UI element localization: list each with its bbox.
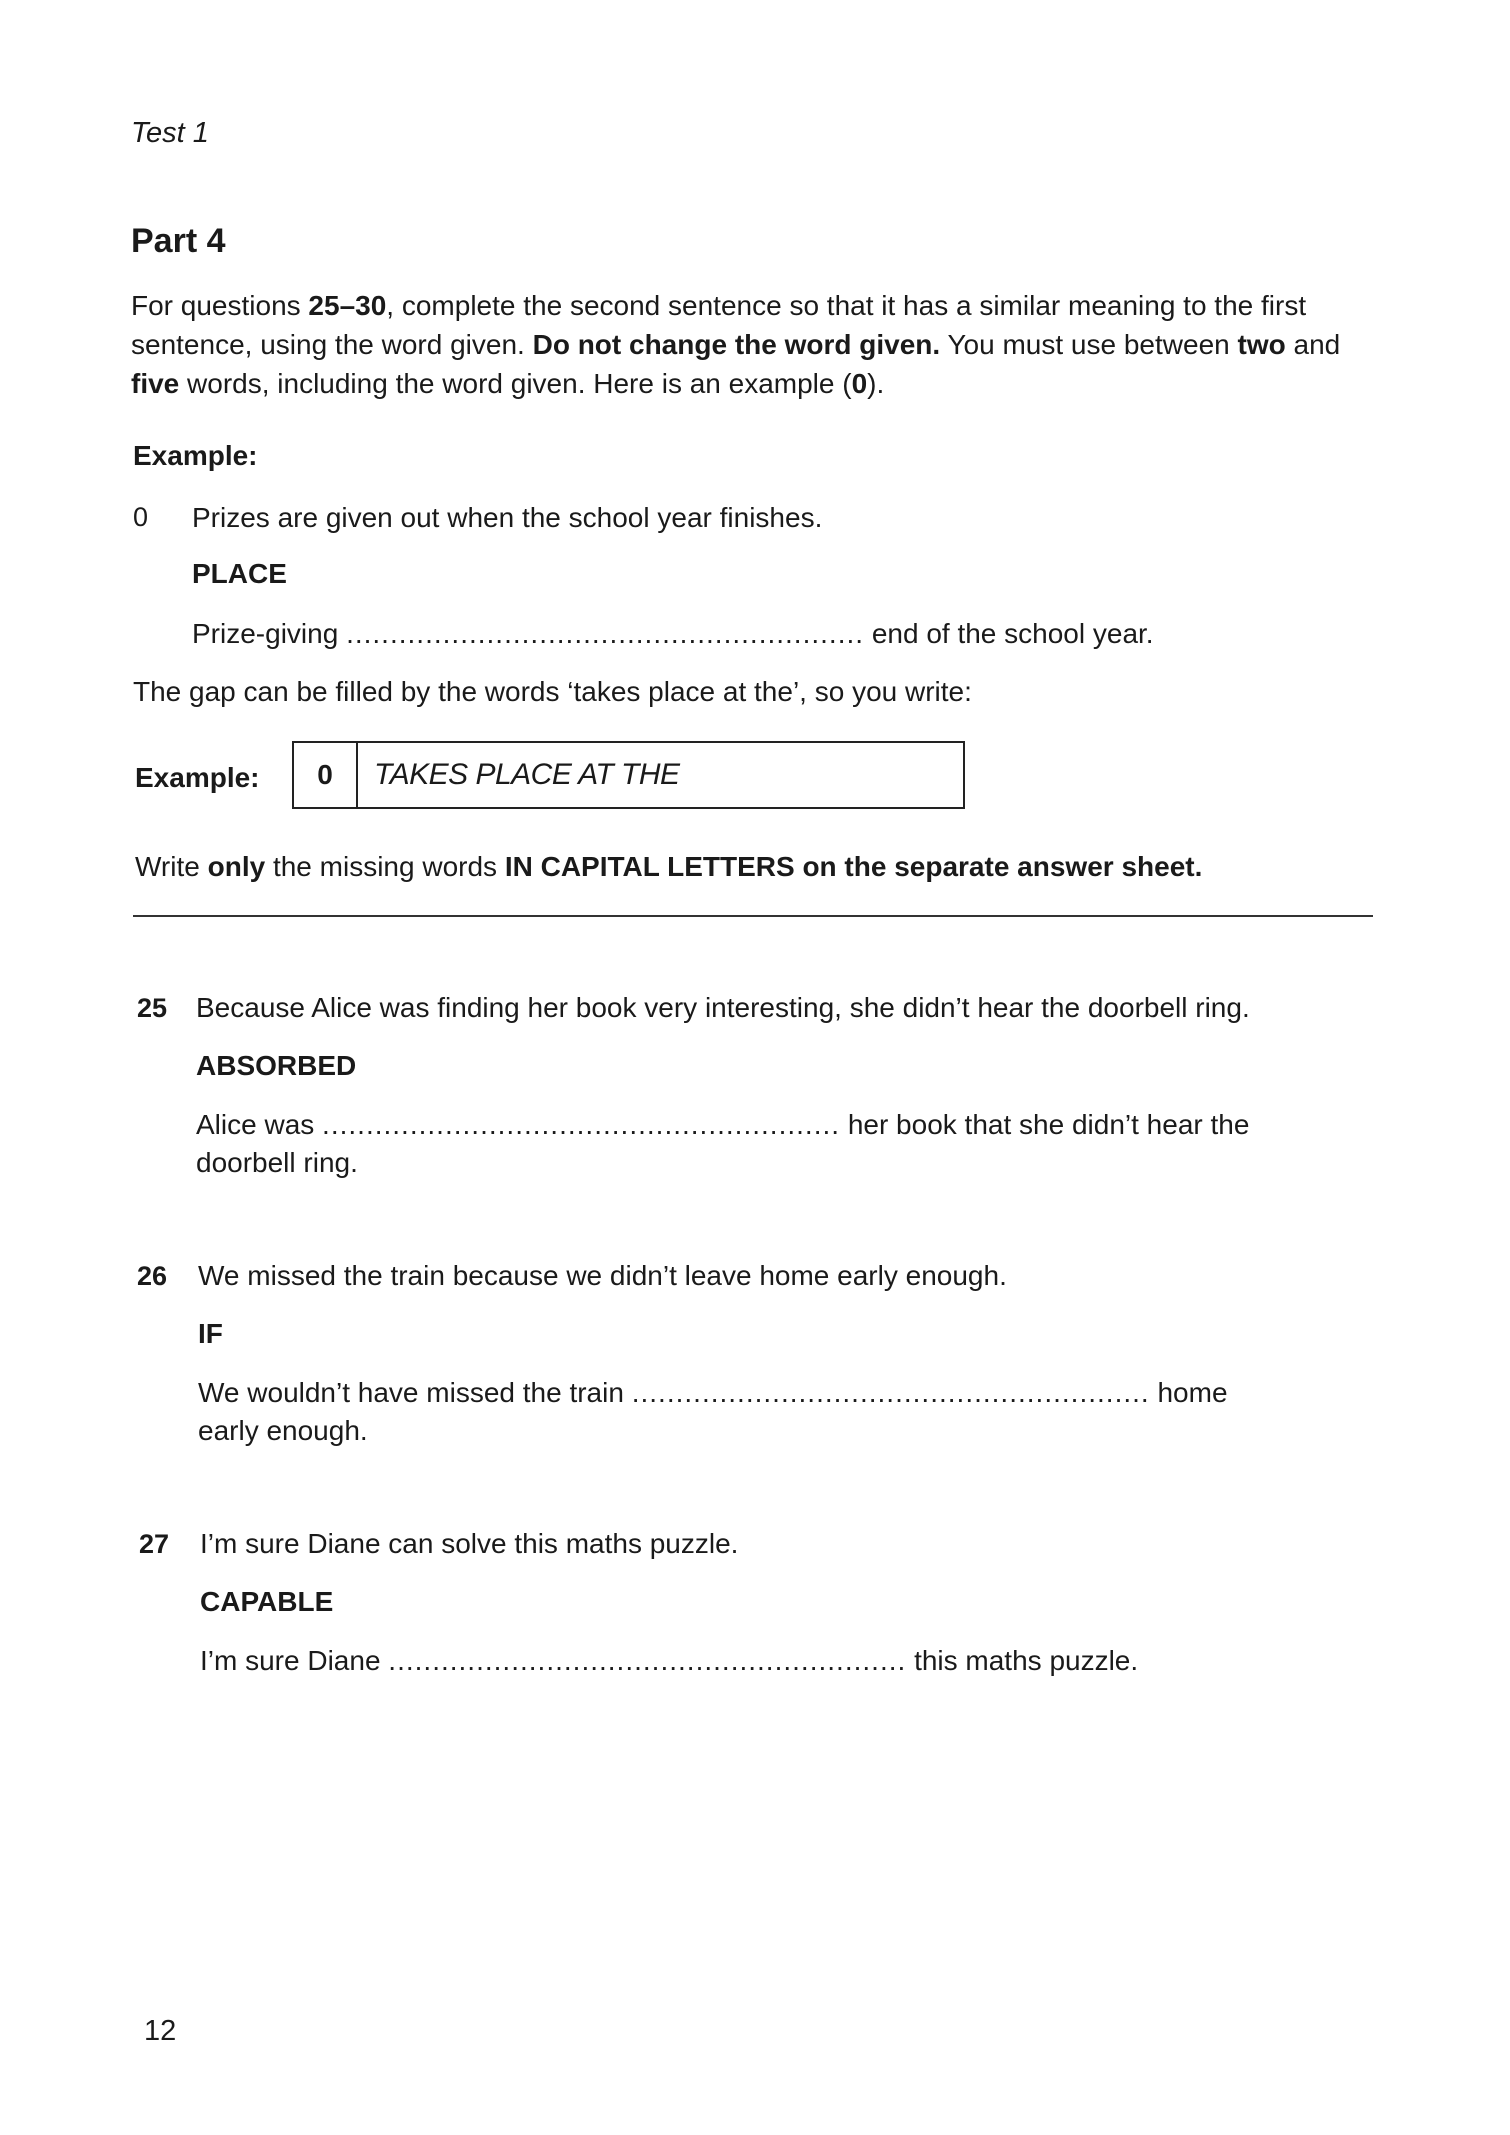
instructions-bold: Do not change the word given. [532,329,941,360]
running-head: Test 1 [131,117,209,149]
answer-box-label: Example: [135,762,260,793]
page-number: 12 [144,2015,177,2047]
gapped-start: Prize-giving [192,618,339,649]
instructions-text: You must use between [940,329,1238,360]
instructions-text: words, including the word given. Here is an example ( [179,368,852,399]
question-keyword: CAPABLE [200,1586,334,1617]
question-keyword: ABSORBED [196,1050,357,1081]
answer-box-number: 0 [294,743,358,807]
question-number: 26 [137,1261,168,1291]
write-bold: only [207,851,266,882]
question-gapped-line2: early enough. [198,1415,368,1446]
gap-dots: ........................................................... [322,1109,841,1140]
write-text: Write [135,851,208,882]
question-number: 25 [137,993,168,1023]
instructions-text: ). [867,368,885,399]
instructions-text: and [1285,329,1341,360]
question-keyword: IF [198,1318,223,1349]
example-number: 0 [133,502,149,532]
gap-dots: ........................................................... [631,1377,1150,1408]
example-answer-box [292,741,965,809]
question-sentence: We missed the train because we didn’t leave home early enough. [198,1260,1007,1291]
answer-box-answer: TAKES PLACE AT THE [374,758,680,791]
section-divider [133,915,1373,917]
write-bold: IN CAPITAL LETTERS on the separate answer sheet. [504,851,1203,882]
gap-dots: ........................................................... [388,1645,907,1676]
instructions-bold: two [1237,329,1286,360]
gapped-start: I’m sure Diane [200,1645,381,1676]
write-instruction [135,851,1202,883]
example-gapped-sentence [192,618,1154,650]
instructions-text: , complete the second sentence so that it has a similar meaning to the first sentence, using the word given. [131,290,1307,360]
question-sentence: I’m sure Diane can solve this maths puzzle. [200,1528,739,1559]
question-gapped-sentence [200,1645,1138,1677]
gapped-end: her book that she didn’t hear the [847,1109,1250,1140]
example-keyword: PLACE [192,558,287,589]
example-heading: Example: [133,440,258,471]
instructions-text: For questions [131,290,309,321]
gapped-start: Alice was [196,1109,315,1140]
instructions-bold: 25–30 [308,290,387,321]
instructions-paragraph [131,286,1381,403]
gap-dots: ........................................................... [346,618,865,649]
instructions-bold: five [131,368,180,399]
example-sentence: Prizes are given out when the school year finishes. [192,502,823,533]
question-gapped-sentence [198,1377,1228,1409]
gapped-end: home [1157,1377,1228,1408]
gapped-start: We wouldn’t have missed the train [198,1377,624,1408]
instructions-bold: 0 [851,368,868,399]
question-number: 27 [139,1529,170,1559]
gapped-end: this maths puzzle. [914,1645,1139,1676]
question-gapped-sentence [196,1109,1249,1141]
part-title: Part 4 [131,222,226,260]
write-text: the missing words [265,851,505,882]
example-explanation: The gap can be filled by the words ‘takes place at the’, so you write: [133,676,972,707]
question-sentence: Because Alice was finding her book very interesting, she didn’t hear the doorbell ring. [196,992,1250,1023]
gapped-end: end of the school year. [871,618,1154,649]
question-gapped-line2: doorbell ring. [196,1147,358,1178]
